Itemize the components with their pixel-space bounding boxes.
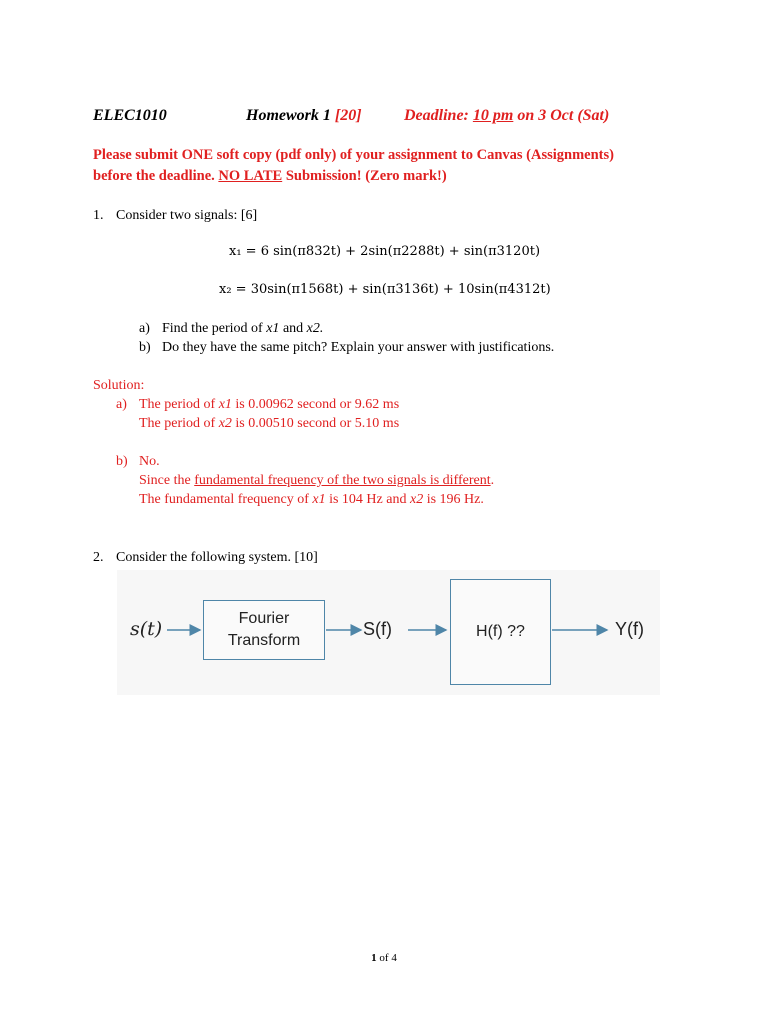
sol-a2-value: is 0.00510 second or 5.10 ms — [235, 416, 400, 431]
sol-b2-text-mid: is 104 Hz and — [329, 492, 407, 507]
deadline-label: Deadline: — [404, 107, 469, 124]
deadline — [404, 107, 609, 125]
homework-label: Homework 1 — [246, 107, 331, 124]
question-2-text: Consider the following system. [10] — [116, 550, 318, 565]
page-number: 1 — [371, 952, 377, 964]
page-total: of 4 — [379, 952, 397, 964]
fourier-transform-block — [203, 600, 325, 660]
fourier-label-2: Transform — [227, 632, 301, 649]
solution-title: Solution: — [93, 378, 145, 393]
solution-b-line-2 — [139, 490, 484, 509]
solution-b-line-1 — [139, 471, 494, 490]
sol-b2-var-x1: x1 — [312, 492, 326, 507]
sol-b2-text-end: is 196 Hz. — [426, 492, 484, 507]
equation-x1: x₁ = 6 sin(π832t) + 2sin(π2288t) + sin(π3120t) — [229, 244, 541, 259]
q1a-var-x1: x1 — [266, 321, 280, 336]
notice-text-end: Submission! (Zero mark!) — [285, 168, 447, 184]
spectrum-label: S(f) — [363, 619, 392, 639]
notice-text: before the deadline. — [93, 168, 215, 184]
question-1-text: Consider two signals: [6] — [116, 208, 258, 223]
solution-b-no: No. — [139, 454, 160, 469]
fourier-label-1: Fourier — [238, 610, 290, 627]
deadline-date: on 3 Oct (Sat) — [517, 107, 610, 124]
no-late-text: NO LATE — [218, 168, 283, 184]
question-1a-text — [162, 319, 323, 338]
input-signal-label: s(t) — [130, 618, 163, 640]
output-label: Y(f) — [615, 619, 644, 639]
homework-header — [93, 107, 693, 129]
sol-b1-period: . — [490, 473, 495, 488]
question-2-number: 2. — [93, 550, 104, 565]
q1a-and: and — [282, 321, 304, 336]
course-code: ELEC1010 — [93, 107, 167, 124]
equation-x2: x₂ = 30sin(π1568t) + sin(π3136t) + 10sin(π4312t) — [219, 282, 551, 297]
system-diagram — [117, 570, 660, 695]
page-footer — [0, 952, 768, 964]
sol-a1-text: The period of — [139, 397, 216, 412]
question-1b-text: Do they have the same pitch? Explain your answer with justifications. — [162, 340, 555, 355]
unknown-system-block — [450, 579, 551, 685]
homework-marks: [20] — [334, 107, 362, 124]
sol-b1-underlined: fundamental frequency of the two signals is different — [194, 473, 491, 488]
sol-a1-value: is 0.00962 second or 9.62 ms — [235, 397, 400, 412]
submission-notice — [93, 145, 693, 187]
solution-a-line-2 — [139, 414, 399, 433]
notice-line-2 — [93, 166, 693, 187]
question-1-number: 1. — [93, 208, 104, 223]
solution-b-label: b) — [116, 454, 128, 469]
sol-b2-text: The fundamental frequency of — [139, 492, 309, 507]
solution-a-label: a) — [116, 397, 127, 412]
system-label: H(f) ?? — [476, 623, 525, 640]
solution-a-line-1 — [139, 395, 399, 414]
sol-b1-text: Since the — [139, 473, 191, 488]
sol-a1-var: x1 — [218, 397, 232, 412]
sol-a2-var: x2 — [218, 416, 232, 431]
sol-b2-var-x2: x2 — [409, 492, 424, 507]
question-1b-label: b) — [139, 340, 151, 355]
q1a-var-x2: x2. — [306, 321, 324, 336]
homework-title — [246, 107, 362, 125]
q1a-text: Find the period of — [162, 321, 263, 336]
question-1a-label: a) — [139, 321, 150, 336]
sol-a2-text: The period of — [139, 416, 216, 431]
deadline-time: 10 pm — [472, 107, 514, 124]
notice-line-1: Please submit ONE soft copy (pdf only) of your assignment to Canvas (Assignments) — [93, 147, 614, 163]
